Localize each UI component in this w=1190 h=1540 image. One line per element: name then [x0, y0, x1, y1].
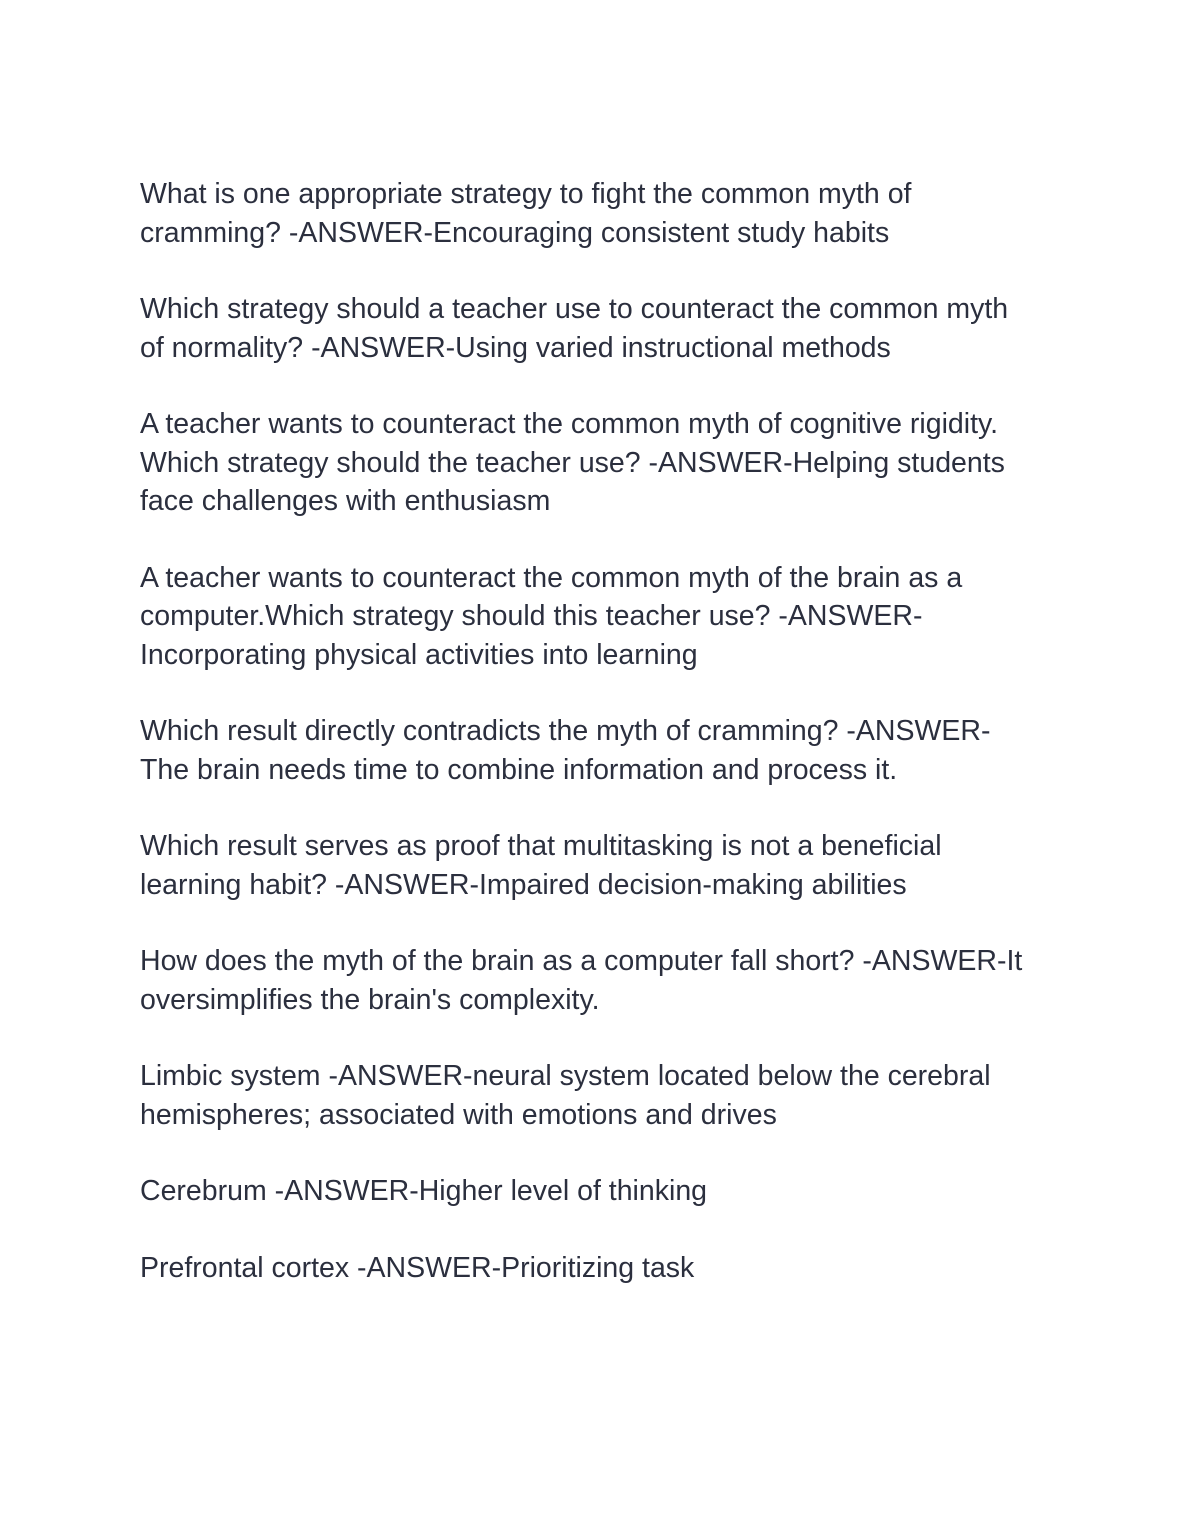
qa-entry-prefrontal-cortex: Prefrontal cortex -ANSWER-Prioritizing task — [140, 1251, 695, 1284]
qa-list — [140, 175, 1055, 1325]
qa-entry-cramming-contradiction: Which result directly contradicts the myth of cramming? -ANSWER- The brain needs time to combine information and process it. — [140, 715, 991, 786]
qa-entry-limbic-system: Limbic system -ANSWER-neural system located below the cerebral hemispheres; associated with emotions and drives — [140, 1060, 991, 1131]
qa-entry-cramming-strategy: What is one appropriate strategy to fight the common myth of cramming? -ANSWER-Encouraging consistent study habits — [140, 178, 912, 249]
qa-entry-multitasking: Which result serves as proof that multitasking is not a beneficial learning habit? -ANSWER-Impaired decision-making abilities — [140, 830, 942, 901]
qa-entry-normality-strategy: Which strategy should a teacher use to counteract the common myth of normality? -ANSWER-Using varied instructional methods — [140, 293, 1009, 364]
qa-entry-brain-as-computer-strategy: A teacher wants to counteract the common myth of the brain as a computer.Which strategy should this teacher use? -ANSWER- Incorporating physical activities into learning — [140, 561, 963, 671]
qa-entry-brain-as-computer-shortfall: How does the myth of the brain as a computer fall short? -ANSWER-It oversimplifies the brain's complexity. — [140, 945, 1023, 1016]
qa-entry-cognitive-rigidity: A teacher wants to counteract the common myth of cognitive rigidity. Which strategy should the teacher use? -ANSWER-Helping students face challenges with enthusiasm — [140, 408, 1005, 517]
qa-entry-cerebrum: Cerebrum -ANSWER-Higher level of thinking — [140, 1175, 708, 1207]
